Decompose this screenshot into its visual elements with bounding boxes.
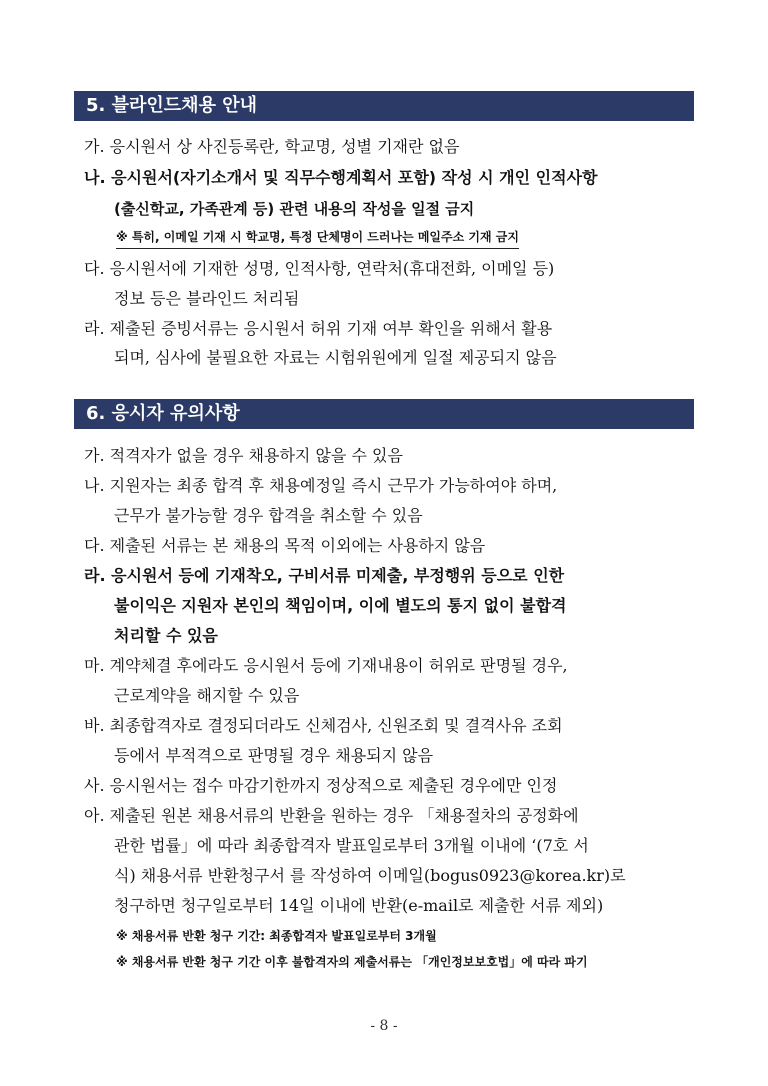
- section-6-item-ra: 라. 응시원서 등에 기재착오, 구비서류 미제출, 부정행위 등으로 인한: [84, 566, 565, 585]
- section-5-item-da-cont: 정보 등은 블라인드 처리됨: [114, 289, 300, 308]
- section-6-item-a-cont3: 청구하면 청구일로부터 14일 이내에 반환(e-mail로 제출한 서류 제외): [114, 896, 604, 915]
- section-6-item-a-cont2: 식) 채용서류 반환청구서 를 작성하여 이메일(bogus0923@korea.kr)로: [114, 866, 626, 885]
- section-6-item-ma: 마. 계약체결 후에라도 응시원서 등에 기재내용이 허위로 판명될 경우,: [84, 656, 568, 675]
- section-6-note-1: ※ 채용서류 반환 청구 기간: 최종합격자 발표일로부터 3개월: [116, 929, 437, 943]
- section-5-item-da: 다. 응시원서에 기재한 성명, 인적사항, 연락처(휴대전화, 이메일 등): [84, 259, 555, 278]
- section-5-item-ga: 가. 응시원서 상 사진등록란, 학교명, 성별 기재란 없음: [84, 137, 460, 156]
- section-6-item-ma-cont: 근로계약을 해지할 수 있음: [114, 686, 300, 705]
- section-5-item-na-cont: (출신학교, 가족관계 등) 관련 내용의 작성을 일절 금지: [114, 200, 475, 218]
- section-5-note: ※ 특히, 이메일 기재 시 학교명, 특정 단체명이 드러나는 메일주소 기재 금지: [116, 226, 519, 249]
- section-6-item-sa: 사. 응시원서는 접수 마감기한까지 정상적으로 제출된 경우에만 인정: [84, 776, 558, 795]
- section-6-note-2: ※ 채용서류 반환 청구 기간 이후 불합격자의 제출서류는 「개인정보보호법」에 따라 파기: [116, 955, 588, 969]
- page-number: - 8 -: [370, 1018, 398, 1034]
- section-6-item-ba-cont: 등에서 부적격으로 판명될 경우 채용되지 않음: [114, 746, 434, 765]
- section-6-item-na-cont: 근무가 불가능할 경우 합격을 취소할 수 있음: [114, 506, 423, 525]
- section-6-item-ba: 바. 최종합격자로 결정되더라도 신체검사, 신원조회 및 결격사유 조회: [84, 716, 563, 735]
- section-5-item-ra-cont: 되며, 심사에 불필요한 자료는 시험위원에게 일절 제공되지 않음: [114, 348, 557, 367]
- section-6-item-ga: 가. 적격자가 없을 경우 채용하지 않을 수 있음: [84, 446, 403, 465]
- section-5-header: 5. 블라인드채용 안내: [74, 91, 694, 121]
- section-6-item-a-cont1: 관한 법률」에 따라 최종합격자 발표일로부터 3개월 이내에 ‘(7호 서: [114, 836, 589, 855]
- section-6-item-a: 아. 제출된 원본 채용서류의 반환을 원하는 경우 「채용절차의 공정화에: [84, 806, 579, 825]
- section-5-item-ra: 라. 제출된 증빙서류는 응시원서 허위 기재 여부 확인을 위해서 활용: [84, 319, 553, 338]
- section-6-item-ra-cont2: 처리할 수 있음: [114, 626, 218, 645]
- section-6-item-da: 다. 제출된 서류는 본 채용의 목적 이외에는 사용하지 않음: [84, 536, 486, 555]
- section-6-item-na: 나. 지원자는 최종 합격 후 채용예정일 즉시 근무가 가능하여야 하며,: [84, 476, 558, 495]
- section-6-header: 6. 응시자 유의사항: [74, 399, 694, 429]
- section-5-item-na: 나. 응시원서(자기소개서 및 직무수행계획서 포함) 작성 시 개인 인적사항: [84, 168, 598, 187]
- section-6-item-ra-cont1: 불이익은 지원자 본인의 책임이며, 이에 별도의 통지 없이 불합격: [114, 596, 567, 615]
